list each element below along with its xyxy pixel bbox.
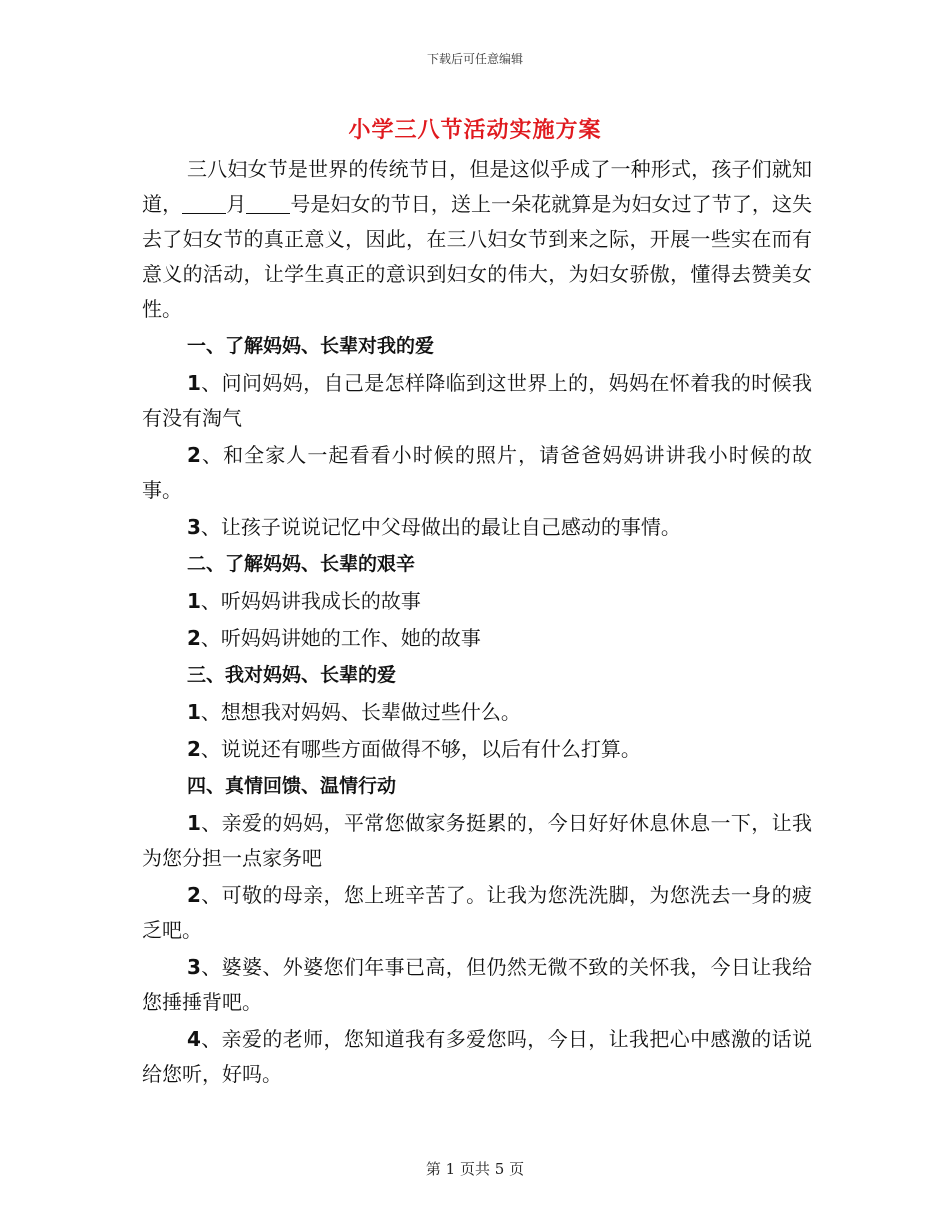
section-heading-3: 三、我对妈妈、长辈的爱 [187,664,397,686]
page-footer: 第 1 页共 5 页 [425,1160,525,1178]
header-note: 下载后可任意编辑 [426,52,523,66]
item-text: 、可敬的母亲，您上班辛苦了。让我为您洗洗脚，为您洗去一身的疲乏吧。 [142,883,812,942]
item-number: 3 [187,955,201,979]
list-item [142,510,812,545]
document-body [142,152,812,1094]
item-text: 、听妈妈讲她的工作、她的故事 [200,626,481,650]
list-item [142,806,812,876]
item-number: 2 [187,737,201,761]
list-item [142,584,812,619]
list-item [142,366,812,436]
item-text: 、说说还有哪些方面做得不够，以后有什么打算。 [200,737,641,761]
intro-month: 月 [226,192,247,216]
item-text: 、问问妈妈，自己是怎样降临到这世界上的，妈妈在怀着我的时候我有没有淘气 [142,371,812,430]
item-number: 1 [187,700,201,724]
list-item [142,732,812,767]
list-item [142,1022,812,1092]
intro-text-1: 三八妇女节是世界的传统节日，但是这似乎成了一种形式，孩子们就知道， [142,157,812,216]
blank-day [246,193,290,214]
item-number: 2 [187,626,201,650]
item-text: 、听妈妈讲我成长的故事 [200,589,421,613]
list-item [142,621,812,656]
section-heading-4: 四、真情回馈、温情行动 [187,775,397,797]
section-heading-1: 一、了解妈妈、长辈对我的爱 [187,335,435,357]
list-item [142,695,812,730]
item-text: 、婆婆、外婆您们年事已高，但仍然无微不致的关怀我，今日让我给您捶捶背吧。 [142,955,812,1014]
item-number: 4 [187,1027,201,1051]
item-number: 2 [187,883,201,907]
list-item [142,878,812,948]
blank-month [182,193,226,214]
intro-text-2: 号是妇女的节日，送上一朵花就算是为妇女过了节了，这失去了妇女节的真正意义，因此，在三八妇女节到来之际，开展一些实在而有意义的活动，让学生真正的意识到妇女的伟大，为妇女骄傲，懂得去赞美女性。 [142,192,813,321]
item-text: 、想想我对妈妈、长辈做过些什么。 [200,700,521,724]
item-number: 3 [187,515,201,539]
item-number: 1 [187,371,201,395]
document-title: 小学三八节活动实施方案 [348,117,602,143]
intro-paragraph [142,152,812,327]
list-item [142,438,812,508]
item-number: 1 [187,589,201,613]
item-text: 、亲爱的老师，您知道我有多爱您吗，今日，让我把心中感激的话说给您听，好吗。 [142,1027,812,1086]
item-text: 、和全家人一起看看小时候的照片，请爸爸妈妈讲讲我小时候的故事。 [142,443,812,502]
item-text: 、亲爱的妈妈，平常您做家务挺累的，今日好好休息休息一下，让我为您分担一点家务吧 [142,811,812,870]
section-heading-2: 二、了解妈妈、长辈的艰辛 [187,553,416,575]
item-text: 、让孩子说说记忆中父母做出的最让自己感动的事情。 [200,515,681,539]
item-number: 2 [187,443,201,467]
list-item [142,950,812,1020]
item-number: 1 [187,811,201,835]
